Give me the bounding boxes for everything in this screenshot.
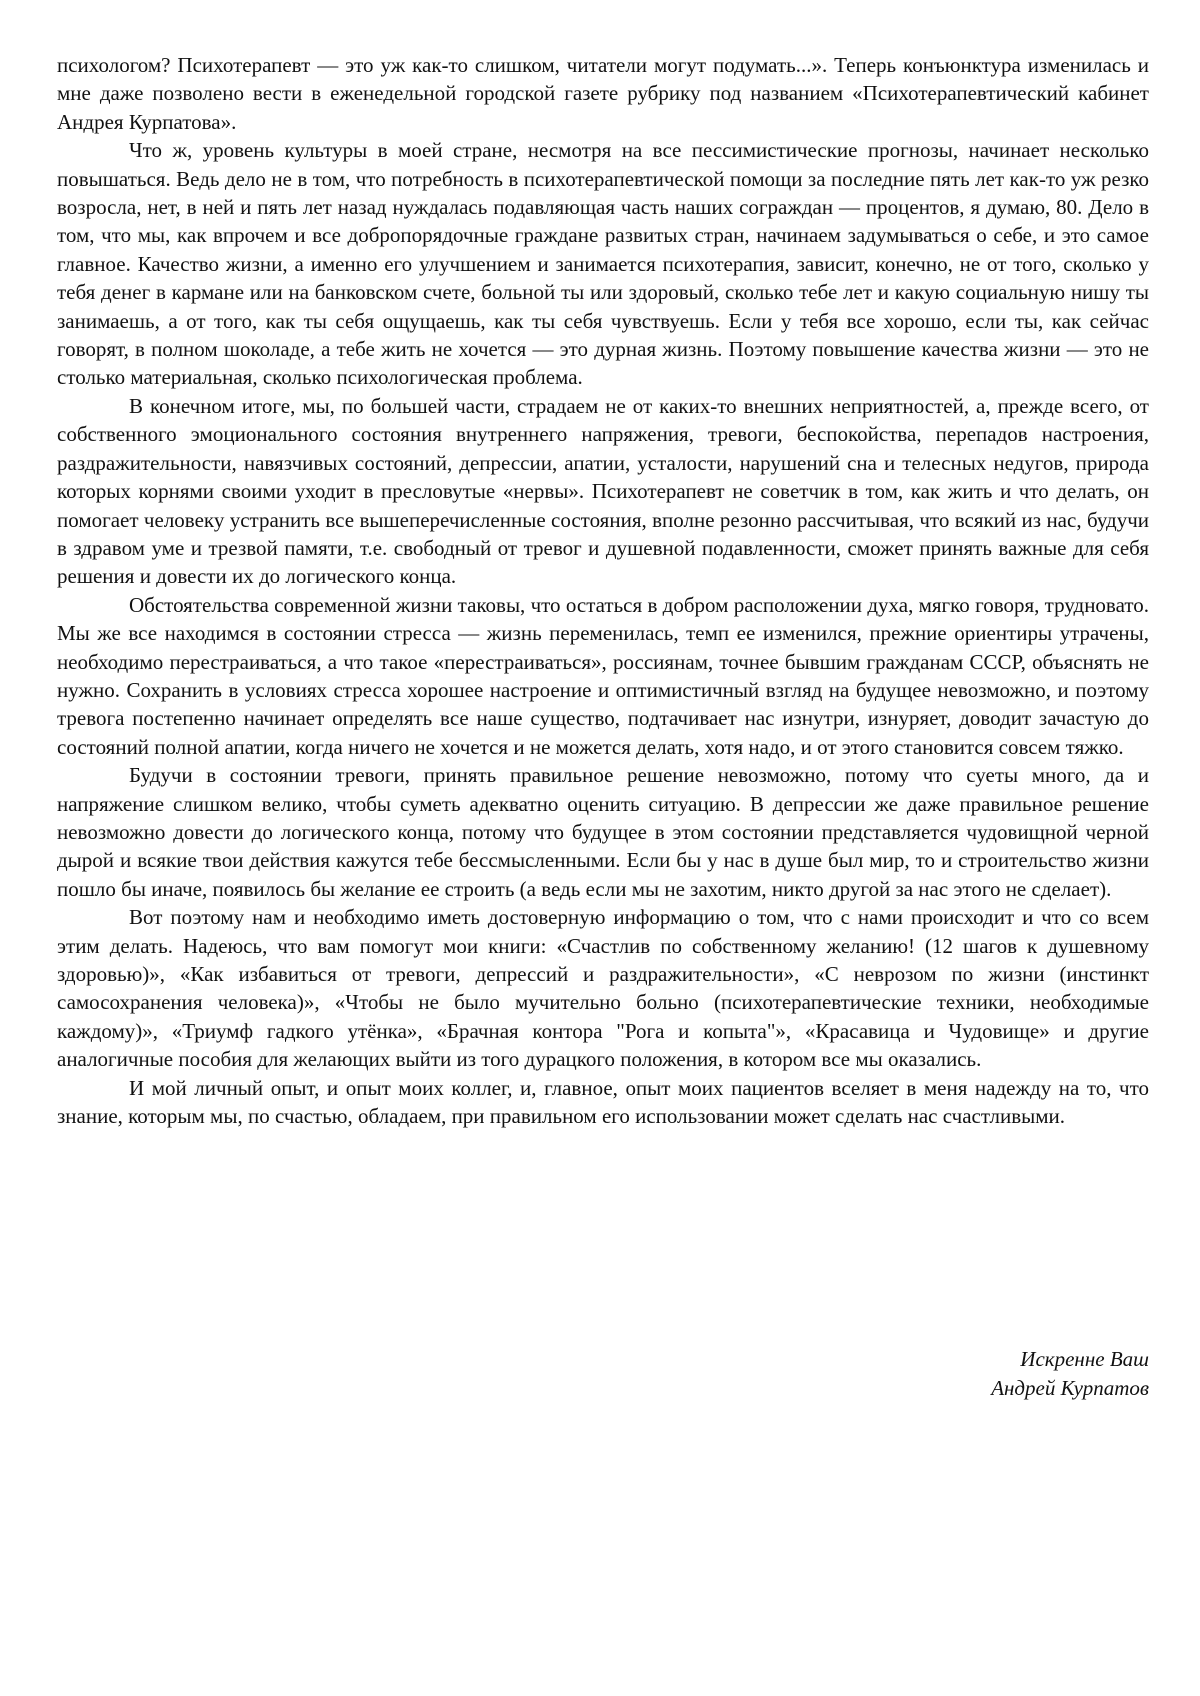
signature-author: Андрей Курпатов (991, 1376, 1149, 1400)
paragraph-2: Что ж, уровень культуры в моей стране, несмотря на все пессимистические прогнозы, начинает несколько повышаться. Ведь дело не в том, что потребность в психотерапевтической помощи за последние пять лет как-то уж резко возросла, нет, в ней и пять лет назад нуждалась подавляющая часть наших сограждан — процентов, я думаю, 80. Дело в том, что мы, как впрочем и все добропорядочные граждане развитых стран, начинаем задумываться о себе, и это самое главное. Качество жизни, а именно его улучшением и занимается психотерапия, зависит, конечно, не от того, сколько у тебя денег в кармане или на банковском счете, больной ты или здоровый, сколько тебе лет и какую социальную нишу ты занимаешь, а от того, как ты себя ощущаешь, как ты себя чувствуешь. Если у тебя все хорошо, если ты, как сейчас говорят, в полном шоколаде, а тебе жить не хочется — это дурная жизнь. Поэтому повышение качества жизни — это не столько материальная, сколько психологическая проблема. (57, 138, 1149, 390)
signature (991, 1345, 1149, 1403)
signature-closing: Искренне Ваш (1020, 1347, 1149, 1371)
document-body (57, 51, 1149, 1130)
paragraph-6: Вот поэтому нам и необходимо иметь достоверную информацию о том, что с нами происходит и что со всем этим делать. Надеюсь, что вам помогут мои книги: «Счастлив по собственному желанию! (12 шагов к душевному здоровью)», «Как избавиться от тревоги, депрессий и раздражительности», «С неврозом по жизни (инстинкт самосохранения человека)», «Чтобы не было мучительно больно (психотерапевтические техники, необходимые каждому)», «Триумф гадкого утёнка», «Брачная контора "Рога и копыта"», «Красавица и Чудовище» и другие аналогичные пособия для желающих выйти из того дурацкого положения, в котором все мы оказались. (57, 905, 1149, 1072)
paragraph-3: В конечном итоге, мы, по большей части, страдаем не от каких-то внешних неприятностей, а, прежде всего, от собственного эмоционального состояния внутреннего напряжения, тревоги, беспокойства, перепадов настроения, раздражительности, навязчивых состояний, депрессии, апатии, усталости, нарушений сна и телесных недугов, природа которых корнями своими уходит в пресловутые «нервы». Психотерапевт не советчик в том, как жить и что делать, он помогает человеку устранить все вышеперечисленные состояния, вполне резонно рассчитывая, что всякий из нас, будучи в здравом уме и трезвой памяти, т.е. свободный от тревог и душевной подавленности, сможет принять важные для себя решения и довести их до логического конца. (57, 393, 1149, 589)
paragraph-5: Будучи в состоянии тревоги, принять правильное решение невозможно, потому что суеты много, да и напряжение слишком велико, чтобы суметь адекватно оценить ситуацию. В депрессии же даже правильное решение невозможно довести до логического конца, потому что будущее в этом состоянии представляется чудовищной черной дырой и всякие твои действия кажутся тебе бессмысленными. Если бы у нас в душе был мир, то и строительство жизни пошло бы иначе, появилось бы желание ее строить (а ведь если мы не захотим, никто другой за нас этого не сделает). (57, 763, 1149, 901)
paragraph-1: психологом? Психотерапевт — это уж как-то слишком, читатели могут подумать...». Теперь конъюнктура изменилась и мне даже позволено вести в еженедельной городской газете рубрику под названием «Психотерапевтический кабинет Андрея Курпатова». (57, 53, 1149, 134)
paragraph-4: Обстоятельства современной жизни таковы, что остаться в добром расположении духа, мягко говоря, трудновато. Мы же все находимся в состоянии стресса — жизнь переменилась, темп ее изменился, прежние ориентиры утрачены, необходимо перестраиваться, а что такое «перестраиваться», россиянам, точнее бывшим гражданам СССР, объяснять не нужно. Сохранить в условиях стресса хорошее настроение и оптимистичный взгляд на будущее невозможно, и поэтому тревога постепенно начинает определять все наше существо, подтачивает нас изнутри, изнуряет, доводит зачастую до состояний полной апатии, когда ничего не хочется и не можется делать, хотя надо, и от этого становится совсем тяжко. (57, 592, 1149, 759)
paragraph-7: И мой личный опыт, и опыт моих коллег, и, главное, опыт моих пациентов вселяет в меня надежду на то, что знание, которым мы, по счастью, обладаем, при правильном его использовании может сделать нас счастливыми. (57, 1075, 1149, 1129)
